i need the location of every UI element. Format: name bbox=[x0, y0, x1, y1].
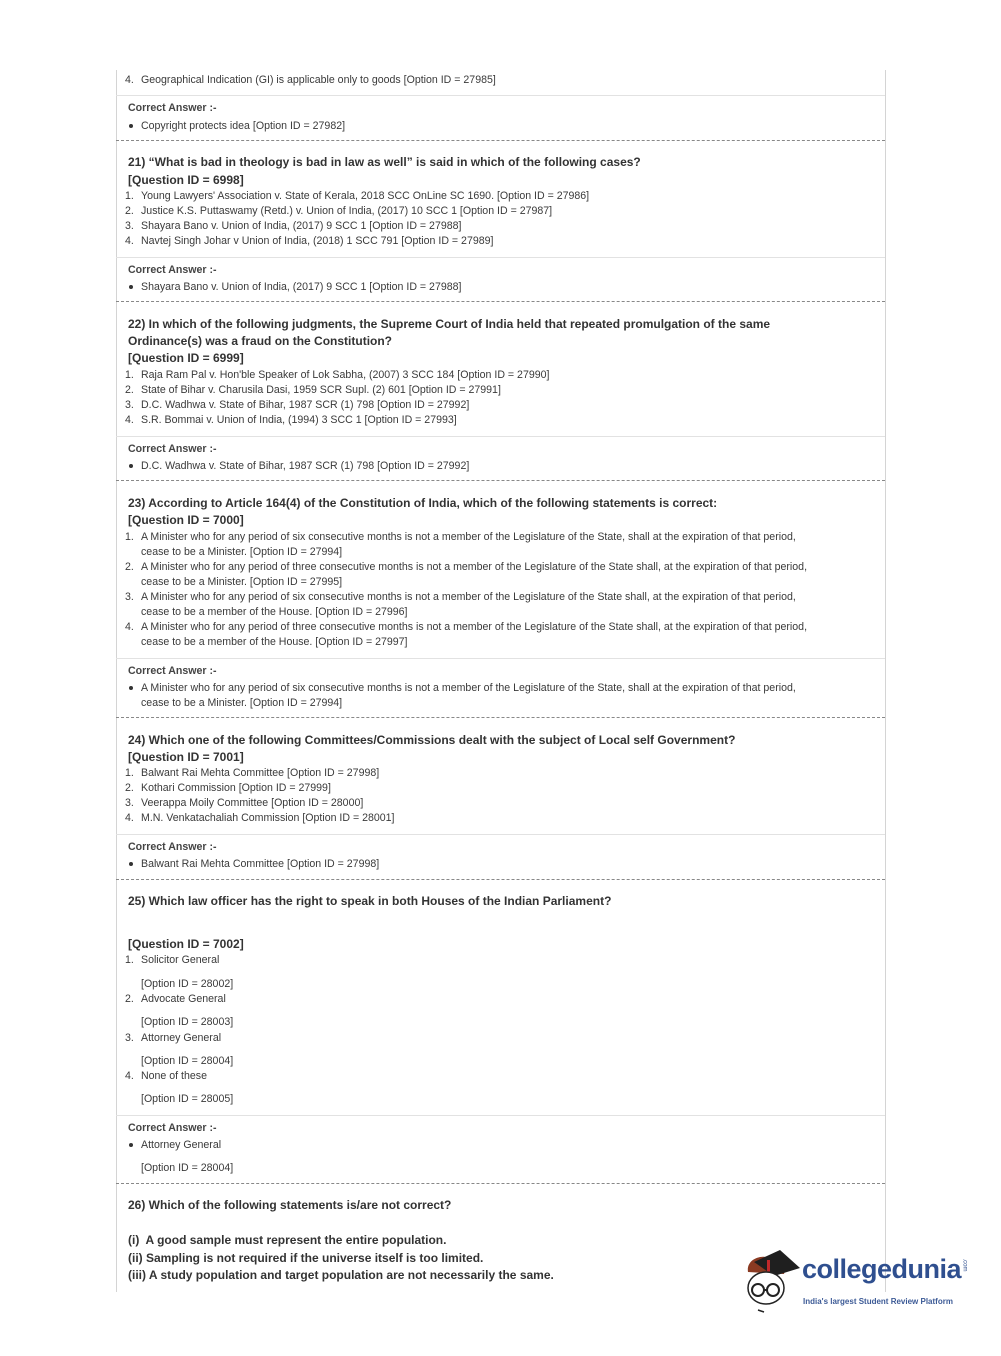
option-number: 4. bbox=[125, 235, 134, 247]
question-title-cont: Ordinance(s) was a fraud on the Constitution? bbox=[128, 334, 393, 348]
question-title: 22) In which of the following judgments, the Supreme Court of India held that repeated promulgation of the same bbox=[128, 317, 771, 331]
option-text: Balwant Rai Mehta Committee [Option ID = 27998] bbox=[141, 767, 380, 779]
question-separator bbox=[116, 717, 885, 718]
correct-answer-label: Correct Answer :- bbox=[128, 665, 217, 677]
option-text: Attorney General bbox=[141, 1032, 222, 1044]
option-number: 1. bbox=[125, 369, 134, 381]
option-number: 2. bbox=[125, 205, 134, 217]
option-number: 3. bbox=[125, 1032, 134, 1044]
option-number: 1. bbox=[125, 954, 134, 966]
brand-suffix: .com bbox=[961, 1258, 968, 1272]
question-separator bbox=[116, 140, 885, 141]
option-number: 2. bbox=[125, 993, 134, 1005]
left-border bbox=[116, 70, 117, 1292]
correct-answer: D.C. Wadhwa v. State of Bihar, 1987 SCR (1) 798 [Option ID = 27992] bbox=[141, 460, 470, 472]
bullet-icon bbox=[129, 124, 133, 128]
option-text: None of these bbox=[141, 1070, 207, 1082]
option-number: 2. bbox=[125, 384, 134, 396]
option-number: 1. bbox=[125, 531, 134, 543]
option-text-cont: cease to be a member of the House. [Option ID = 27996] bbox=[141, 606, 408, 618]
correct-answer-cont: cease to be a Minister. [Option ID = 27994] bbox=[141, 697, 343, 709]
option-number: 4. bbox=[125, 1070, 134, 1082]
option-text: Justice K.S. Puttaswamy (Retd.) v. Union of India, (2017) 10 SCC 1 [Option ID = 27987] bbox=[141, 205, 553, 217]
option-text: A Minister who for any period of three consecutive months is not a member of the Legislature of the State shall, at the expiration of that period, bbox=[141, 621, 808, 633]
question-title: 24) Which one of the following Committees/Commissions dealt with the subject of Local self Government? bbox=[128, 733, 736, 747]
option-text: Shayara Bano v. Union of India, (2017) 9 SCC 1 [Option ID = 27988] bbox=[141, 220, 462, 232]
option-text-cont: cease to be a Minister. [Option ID = 27994] bbox=[141, 546, 343, 558]
option-text: State of Bihar v. Charusila Dasi, 1959 SCR Supl. (2) 601 [Option ID = 27991] bbox=[141, 384, 501, 396]
student-mascot-icon bbox=[740, 1248, 802, 1318]
question-id: [Question ID = 7000] bbox=[128, 513, 244, 527]
divider bbox=[116, 95, 885, 96]
correct-answer: Shayara Bano v. Union of India, (2017) 9 SCC 1 [Option ID = 27988] bbox=[141, 281, 462, 293]
bullet-icon bbox=[129, 285, 133, 289]
statement: (iii) A study population and target population are not necessarily the same. bbox=[128, 1268, 554, 1282]
option-text: Geographical Indication (GI) is applicable only to goods [Option ID = 27985] bbox=[141, 74, 496, 86]
option-number: 3. bbox=[125, 591, 134, 603]
option-number: 1. bbox=[125, 190, 134, 202]
bullet-icon bbox=[129, 464, 133, 468]
option-text: Advocate General bbox=[141, 993, 226, 1005]
correct-answer-label: Correct Answer :- bbox=[128, 443, 217, 455]
option-text: Navtej Singh Johar v Union of India, (2018) 1 SCC 791 [Option ID = 27989] bbox=[141, 235, 494, 247]
question-separator bbox=[116, 301, 885, 302]
divider bbox=[116, 834, 885, 835]
option-number: 4. bbox=[125, 621, 134, 633]
question-id: [Question ID = 6999] bbox=[128, 351, 244, 365]
question-id: [Question ID = 7002] bbox=[128, 937, 244, 951]
option-text: M.N. Venkatachaliah Commission [Option ID = 28001] bbox=[141, 812, 395, 824]
question-id: [Question ID = 6998] bbox=[128, 173, 244, 187]
statement: (ii) Sampling is not required if the universe itself is too limited. bbox=[128, 1251, 484, 1265]
option-id: [Option ID = 28004] bbox=[141, 1055, 234, 1067]
right-border bbox=[885, 70, 886, 1292]
option-number: 2. bbox=[125, 561, 134, 573]
option-text: Veerappa Moily Committee [Option ID = 28000] bbox=[141, 797, 364, 809]
divider bbox=[116, 436, 885, 437]
option-number: 3. bbox=[125, 797, 134, 809]
option-number: 1. bbox=[125, 767, 134, 779]
bullet-icon bbox=[129, 1143, 133, 1147]
option-text: A Minister who for any period of six consecutive months is not a member of the Legislature of the State, shall at the expiration of that period, bbox=[141, 531, 796, 543]
correct-answer-label: Correct Answer :- bbox=[128, 1122, 217, 1134]
option-number: 3. bbox=[125, 220, 134, 232]
correct-answer: Copyright protects idea [Option ID = 27982] bbox=[141, 120, 346, 132]
question-title: 25) Which law officer has the right to speak in both Houses of the Indian Parliament? bbox=[128, 894, 612, 908]
option-text: D.C. Wadhwa v. State of Bihar, 1987 SCR (1) 798 [Option ID = 27992] bbox=[141, 399, 470, 411]
collegedunia-logo bbox=[740, 1248, 980, 1318]
divider bbox=[116, 658, 885, 659]
option-id: [Option ID = 28005] bbox=[141, 1093, 234, 1105]
statement: (i) A good sample must represent the entire population. bbox=[128, 1233, 447, 1247]
correct-answer-label: Correct Answer :- bbox=[128, 102, 217, 114]
option-text: S.R. Bommai v. Union of India, (1994) 3 SCC 1 [Option ID = 27993] bbox=[141, 414, 457, 426]
option-text-cont: cease to be a Minister. [Option ID = 27995] bbox=[141, 576, 343, 588]
brand-name: collegedunia bbox=[802, 1254, 962, 1284]
option-id: [Option ID = 28002] bbox=[141, 978, 234, 990]
option-number: 3. bbox=[125, 399, 134, 411]
option-number: 4. bbox=[125, 414, 134, 426]
option-text: Kothari Commission [Option ID = 27999] bbox=[141, 782, 331, 794]
option-number: 4. bbox=[125, 812, 134, 824]
option-text: A Minister who for any period of three consecutive months is not a member of the Legislature of the State shall, at the expiration of that period, bbox=[141, 561, 808, 573]
question-title: 23) According to Article 164(4) of the Constitution of India, which of the following statements is correct: bbox=[128, 496, 718, 510]
correct-answer-id: [Option ID = 28004] bbox=[141, 1162, 234, 1174]
option-number: 2. bbox=[125, 782, 134, 794]
question-id: [Question ID = 7001] bbox=[128, 750, 244, 764]
brand-tagline: India's largest Student Review Platform bbox=[803, 1297, 953, 1306]
divider bbox=[116, 1115, 885, 1116]
question-title: 26) Which of the following statements is/are not correct? bbox=[128, 1198, 452, 1212]
correct-answer-label: Correct Answer :- bbox=[128, 841, 217, 853]
correct-answer: Attorney General bbox=[141, 1139, 222, 1151]
question-separator bbox=[116, 879, 885, 880]
option-number: 4. bbox=[125, 74, 134, 86]
option-text: Raja Ram Pal v. Hon'ble Speaker of Lok Sabha, (2007) 3 SCC 184 [Option ID = 27990] bbox=[141, 369, 550, 381]
bullet-icon bbox=[129, 686, 133, 690]
correct-answer: Balwant Rai Mehta Committee [Option ID = 27998] bbox=[141, 858, 380, 870]
correct-answer-label: Correct Answer :- bbox=[128, 264, 217, 276]
option-id: [Option ID = 28003] bbox=[141, 1016, 234, 1028]
question-title: 21) “What is bad in theology is bad in law as well” is said in which of the following cases? bbox=[128, 155, 641, 169]
correct-answer: A Minister who for any period of six consecutive months is not a member of the Legislature of the State, shall at the expiration of that period, bbox=[141, 682, 796, 694]
question-separator bbox=[116, 480, 885, 481]
option-text: Young Lawyers' Association v. State of Kerala, 2018 SCC OnLine SC 1690. [Option ID = 27986] bbox=[141, 190, 590, 202]
option-text: A Minister who for any period of six consecutive months is not a member of the Legislature of the State shall, at the expiration of that period, bbox=[141, 591, 796, 603]
bullet-icon bbox=[129, 862, 133, 866]
option-text-cont: cease to be a member of the House. [Option ID = 27997] bbox=[141, 636, 408, 648]
divider bbox=[116, 257, 885, 258]
question-separator bbox=[116, 1183, 885, 1184]
option-text: Solicitor General bbox=[141, 954, 220, 966]
